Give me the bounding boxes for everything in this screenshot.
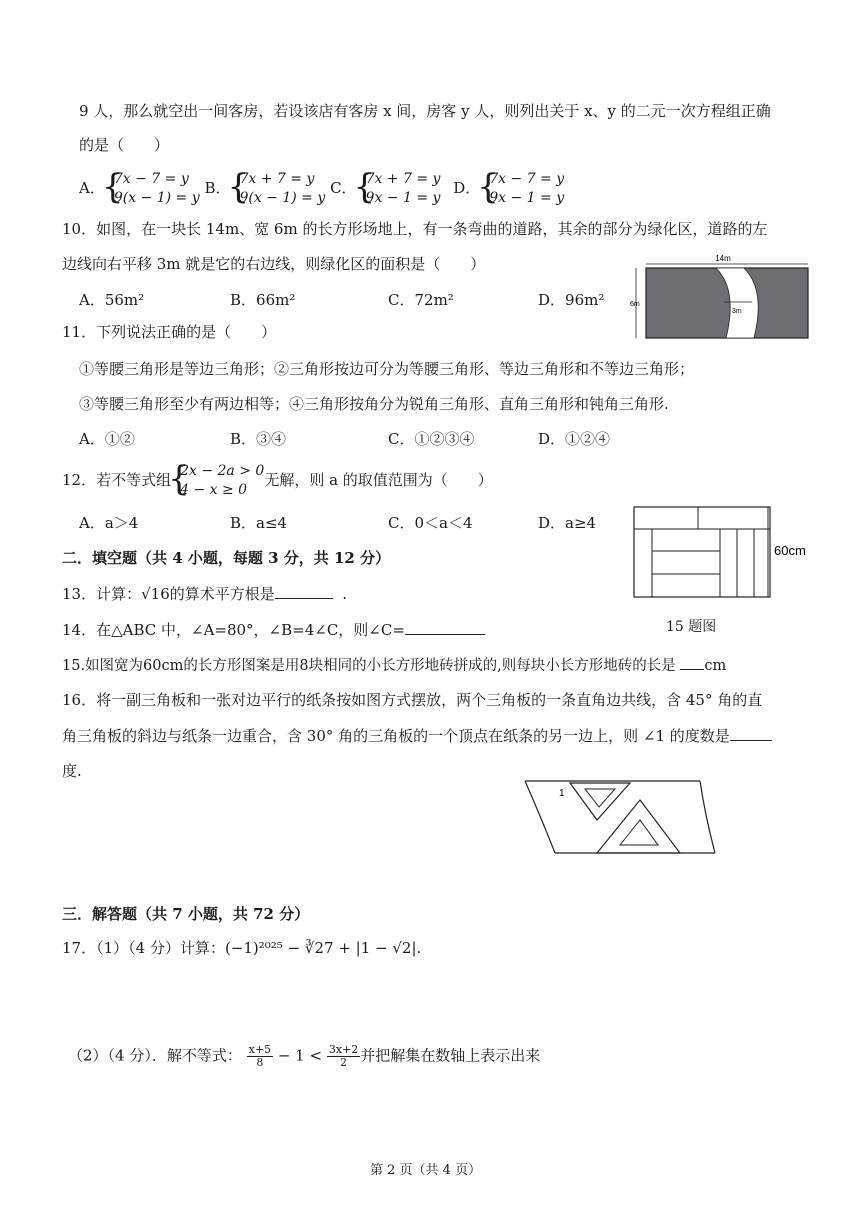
q17-part2: （2）（4 分）．解不等式： $\frac{x+5}{8}$ − 1 < $\frac{3x+2}{2}$ 并把解集在数轴上表示出来 (68, 1043, 541, 1069)
q11-option-a[interactable]: A．①② (79, 430, 135, 448)
q10-option-b[interactable]: B．66m² (230, 291, 296, 309)
q16-answer-blank[interactable] (730, 726, 772, 741)
q11-statement-1-2: ①等腰三角形是等边三角形；②三角形按边可分为等腰三角形、等边三角形和不等边三角形； (79, 360, 695, 378)
q16-line3: 度. (62, 762, 82, 780)
q15-answer-blank[interactable] (680, 655, 704, 670)
q9-stem-line2: 的是（ ） (79, 136, 170, 154)
q15-figure (630, 505, 810, 605)
q10-option-c[interactable]: C．72m² (388, 291, 454, 309)
section-3-title: 三．解答题（共 7 小题，共 72 分） (62, 905, 310, 923)
q13: 13．计算：√16的算术平方根是 . (62, 585, 348, 603)
q17-part1: 17．（1）（4 分）计算：(−1)²⁰²⁵ − ∛27 + |1 − √2|. (62, 939, 422, 957)
q12-option-a[interactable]: A．a＞4 (79, 514, 139, 532)
page-footer: 第 2 页（共 4 页） (370, 1163, 482, 1178)
q14: 14．在△ABC 中，∠A=80°，∠B=4∠C，则∠C= (62, 619, 485, 640)
q9-option-d[interactable]: D． { 7x − 7 = y 9x − 1 = y (453, 170, 564, 208)
q12-option-b[interactable]: B．a≤4 (230, 514, 288, 532)
q10-figure (628, 250, 818, 345)
q11-option-b[interactable]: B．③④ (230, 430, 287, 448)
q15: 15.如图宽为60cm的长方形图案是用8块相同的小长方形地砖拼成的,则每块小长方形地砖的长是 cm (62, 654, 726, 675)
q9-option-b[interactable]: B． { 7x + 7 = y 9(x − 1) = y (204, 170, 325, 208)
q15-figure-caption: 15 题图 (666, 619, 717, 635)
section-2-title: 二．填空题（共 4 小题，每题 3 分，共 12 分） (62, 549, 391, 567)
q11-option-c[interactable]: C．①②③④ (388, 430, 475, 448)
q16-line1: 16．将一副三角板和一张对边平行的纸条按如图方式摆放，两个三角板的一条直角边共线，含 45° 角的直 (62, 691, 763, 709)
q10-option-d[interactable]: D．96m² (538, 291, 605, 309)
q9-option-c[interactable]: C． { 7x + 7 = y 9x − 1 = y (330, 170, 440, 208)
q9-option-a[interactable]: A． { 7x − 7 = y 9(x − 1) = y (79, 170, 200, 208)
q10-line1: 10．如图，在一块长 14m、宽 6m 的长方形场地上，有一条弯曲的道路，其余的部分为绿化区，道路的左 (62, 220, 768, 238)
q10-option-a[interactable]: A．56m² (79, 291, 145, 309)
q16-fig-angle-label: 1 (559, 788, 565, 799)
q11-stem: 11．下列说法正确的是（ ） (62, 323, 277, 341)
q9-stem-line1: 9 人，那么就空出一间客房，若设该店有客房 x 间，房客 y 人，则列出关于 x、y 的二元一次方程组正确 (79, 102, 771, 120)
q9-options (79, 170, 564, 208)
q14-answer-blank[interactable] (405, 620, 485, 635)
q11-statement-3-4: ③等腰三角形至少有两边相等；④三角形按角分为锐角三角形、直角三角形和钝角三角形. (79, 395, 669, 413)
q10-fig-side-label: 6m (630, 301, 640, 308)
q16-figure (515, 775, 720, 860)
q15-fig-side-label: 60cm (774, 543, 806, 558)
q11-option-d[interactable]: D．①②④ (538, 430, 611, 448)
q10-fig-top-label: 14m (715, 254, 731, 263)
q12-stem: 12．若不等式组 { 2x − 2a > 0 4 − x ≥ 0 无解，则 a 的取值范围为（ ） (62, 462, 493, 500)
q12-option-c[interactable]: C．0＜a＜4 (388, 514, 473, 532)
q10-fig-gap-label: 3m (732, 308, 742, 315)
q12-option-d[interactable]: D．a≥4 (538, 514, 597, 532)
q10-line2: 边线向右平移 3m 就是它的右边线，则绿化区的面积是（ ） (62, 255, 486, 273)
q16-line2: 角三角板的斜边与纸条一边重合，含 30° 角的三角板的一个顶点在纸条的另一边上，则 ∠1 的度数是 (62, 725, 772, 746)
q13-answer-blank[interactable] (275, 584, 333, 599)
